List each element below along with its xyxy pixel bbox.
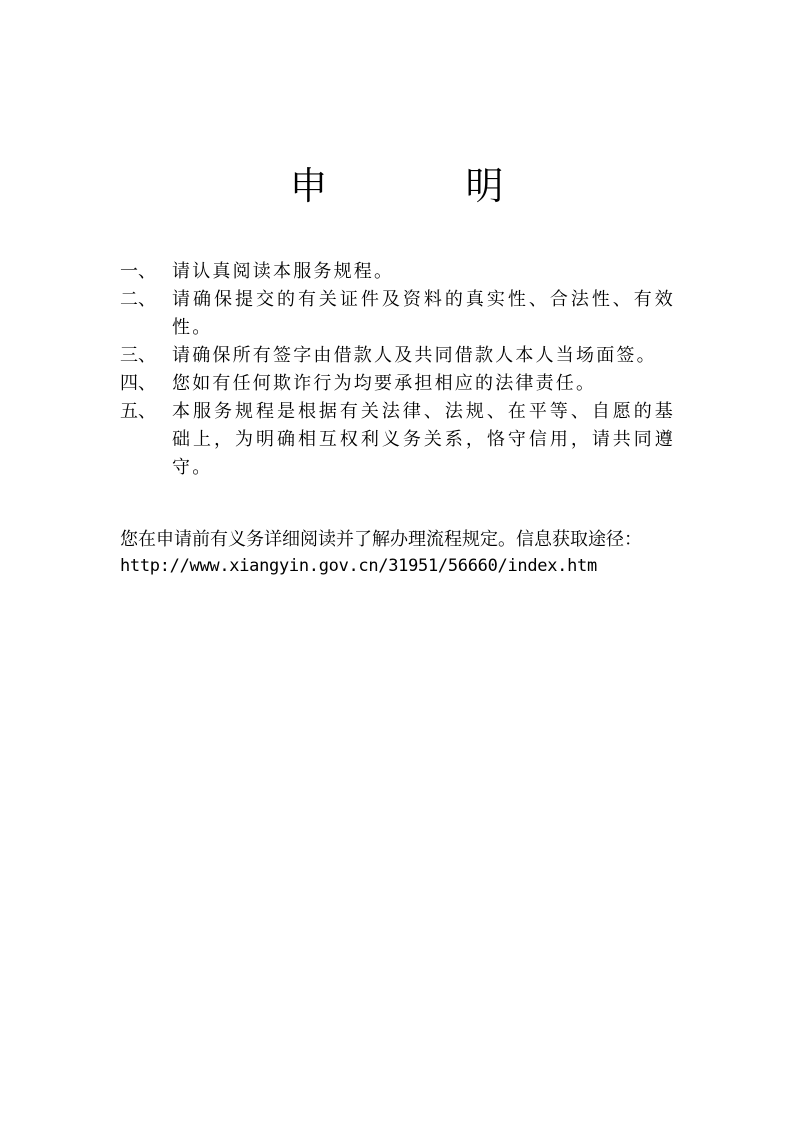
list-item bbox=[120, 370, 675, 398]
list-item-number: 四、 bbox=[120, 373, 156, 394]
list-item-text: 请认真阅读本服务规程。 bbox=[172, 261, 395, 282]
list-item-number: 五、 bbox=[120, 401, 156, 422]
list-item-text: 请确保所有签字由借款人及共同借款人本人当场面签。 bbox=[172, 345, 657, 366]
list-item-number: 二、 bbox=[120, 289, 156, 310]
list-item-text: 本服务规程是根据有关法律、法规、在平等、自愿的基础上，为明确相互权利义务关系，恪守信用，请共同遵守。 bbox=[172, 401, 675, 478]
list-item bbox=[120, 258, 675, 286]
list-item-text: 您如有任何欺诈行为均要承担相应的法律责任。 bbox=[172, 373, 597, 394]
list-item bbox=[120, 286, 675, 342]
list-item-number: 一、 bbox=[120, 261, 156, 282]
declaration-list bbox=[120, 258, 675, 482]
list-item bbox=[120, 398, 675, 482]
info-url-link[interactable]: http://www.xiangyin.gov.cn/31951/56660/index.htm bbox=[120, 556, 597, 576]
page-title: 申 明 bbox=[289, 164, 554, 208]
info-note-text: 您在申请前有义务详细阅读并了解办理流程规定。信息获取途径： bbox=[120, 529, 642, 550]
list-item bbox=[120, 342, 675, 370]
info-note bbox=[120, 526, 680, 580]
list-item-number: 三、 bbox=[120, 345, 156, 366]
list-item-text: 请确保提交的有关证件及资料的真实性、合法性、有效性。 bbox=[172, 289, 675, 338]
